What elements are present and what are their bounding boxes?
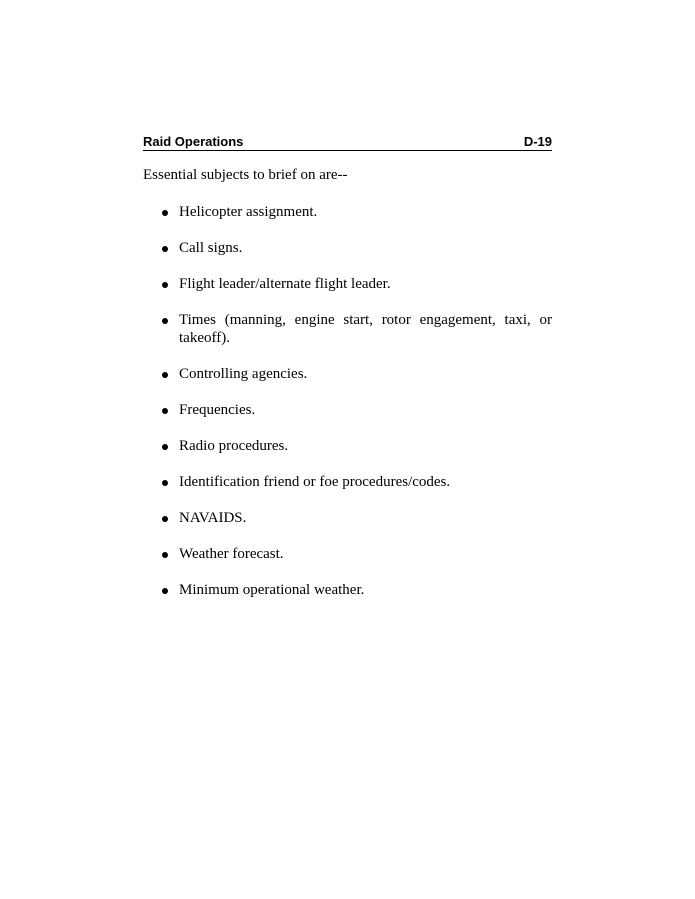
list-item-text: Controlling agencies.	[179, 366, 308, 382]
list-item-text: Identification friend or foe procedures/codes.	[179, 474, 451, 490]
bullet-icon	[162, 210, 168, 216]
bullet-icon	[162, 552, 168, 558]
list-item-text: Helicopter assignment.	[179, 204, 318, 220]
list-item	[162, 473, 552, 491]
list-item	[162, 311, 552, 347]
bullet-icon	[162, 588, 168, 594]
bullet-icon	[162, 516, 168, 522]
bullet-icon	[162, 246, 168, 252]
list-item	[162, 581, 552, 599]
list-item	[162, 401, 552, 419]
bullet-icon	[162, 408, 168, 414]
intro-paragraph: Essential subjects to brief on are--	[143, 167, 348, 183]
bullet-icon	[162, 480, 168, 486]
list-item-text: Radio procedures.	[179, 438, 289, 454]
section-title: Raid Operations	[143, 134, 244, 149]
list-item-text: NAVAIDS.	[179, 510, 247, 526]
list-item	[162, 437, 552, 455]
list-item	[162, 365, 552, 383]
list-item	[162, 275, 552, 293]
bullet-icon	[162, 444, 168, 450]
page-number: D-19	[523, 134, 552, 149]
list-item-text: Flight leader/alternate flight leader.	[179, 276, 391, 292]
list-item	[162, 545, 552, 563]
briefing-subjects-list	[162, 203, 552, 617]
list-item-text: Frequencies.	[179, 402, 256, 418]
list-item-text: Weather forecast.	[179, 546, 284, 562]
bullet-icon	[162, 372, 168, 378]
list-item-text: Minimum operational weather.	[179, 582, 365, 598]
list-item	[162, 239, 552, 257]
list-item-text: Call signs.	[179, 240, 243, 256]
list-item-text: Times (manning, engine start, rotor engagement, taxi, or takeoff).	[179, 312, 552, 346]
page-header	[143, 134, 552, 151]
list-item	[162, 203, 552, 221]
bullet-icon	[162, 282, 168, 288]
bullet-icon	[162, 318, 168, 324]
list-item	[162, 509, 552, 527]
